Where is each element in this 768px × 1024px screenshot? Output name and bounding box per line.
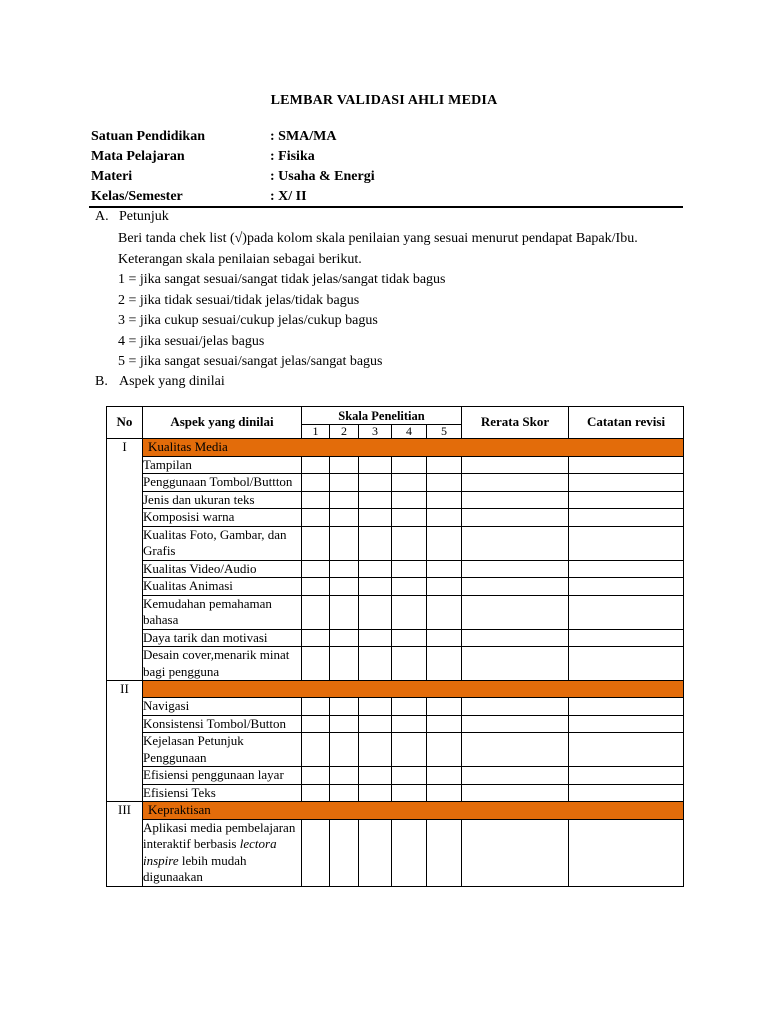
scale-2-header: 2	[330, 425, 359, 439]
aspect-row	[107, 647, 684, 681]
catatan-cell[interactable]	[569, 509, 684, 527]
scale-3-cell[interactable]	[359, 509, 392, 527]
scale-3-cell[interactable]	[359, 526, 392, 560]
group-number: II	[107, 681, 143, 802]
aspect-row	[107, 733, 684, 767]
scale-4-cell[interactable]	[392, 819, 427, 886]
scale-1-cell[interactable]	[302, 698, 330, 716]
scale-3-cell[interactable]	[359, 491, 392, 509]
rerata-cell[interactable]	[462, 647, 569, 681]
aspect-row	[107, 474, 684, 492]
category-row	[107, 439, 684, 457]
scale-5-cell[interactable]	[427, 526, 462, 560]
scale-2-cell[interactable]	[330, 456, 359, 474]
aspect-row	[107, 526, 684, 560]
scale-5-cell[interactable]	[427, 698, 462, 716]
scale-4-cell[interactable]	[392, 578, 427, 596]
rerata-cell[interactable]	[462, 526, 569, 560]
scale-4-cell[interactable]	[392, 526, 427, 560]
scale-4-header: 4	[392, 425, 427, 439]
scale-2-cell[interactable]	[330, 560, 359, 578]
category-label: Kepraktisan	[143, 802, 684, 820]
aspect-row	[107, 698, 684, 716]
instruction-line: 5 = jika sangat sesuai/sangat jelas/sangat bagus	[118, 354, 383, 369]
catatan-cell[interactable]	[569, 733, 684, 767]
scale-1-cell[interactable]	[302, 526, 330, 560]
scale-3-cell[interactable]	[359, 456, 392, 474]
scale-2-cell[interactable]	[330, 647, 359, 681]
scale-2-cell[interactable]	[330, 509, 359, 527]
scale-4-cell[interactable]	[392, 647, 427, 681]
scale-4-cell[interactable]	[392, 595, 427, 629]
rerata-cell[interactable]	[462, 578, 569, 596]
scale-5-cell[interactable]	[427, 474, 462, 492]
scale-1-cell[interactable]	[302, 578, 330, 596]
aspect-label: Desain cover,menarik minat bagi pengguna	[143, 647, 302, 681]
scale-5-header: 5	[427, 425, 462, 439]
scale-4-cell[interactable]	[392, 456, 427, 474]
catatan-cell[interactable]	[569, 784, 684, 802]
scale-2-cell[interactable]	[330, 474, 359, 492]
aspect-label: Daya tarik dan motivasi	[143, 629, 302, 647]
scale-3-cell[interactable]	[359, 647, 392, 681]
header-skala: Skala Penelitian	[302, 407, 462, 425]
aspect-label: Efisiensi penggunaan layar	[143, 767, 302, 785]
scale-5-cell[interactable]	[427, 767, 462, 785]
rerata-cell[interactable]	[462, 715, 569, 733]
scale-1-cell[interactable]	[302, 560, 330, 578]
aspect-label: Aplikasi media pembelajaran interaktif berbasis lectora inspire lebih mudah digunaakan	[143, 819, 302, 886]
italic-term: lectora inspire	[143, 836, 277, 868]
scale-5-cell[interactable]	[427, 715, 462, 733]
aspect-label: Penggunaan Tombol/Buttton	[143, 474, 302, 492]
identity-value: : SMA/MA	[270, 129, 337, 144]
rerata-cell[interactable]	[462, 784, 569, 802]
aspect-label: Efisiensi Teks	[143, 784, 302, 802]
scale-3-cell[interactable]	[359, 578, 392, 596]
scale-2-cell[interactable]	[330, 578, 359, 596]
catatan-cell[interactable]	[569, 715, 684, 733]
scale-4-cell[interactable]	[392, 733, 427, 767]
scale-3-cell[interactable]	[359, 733, 392, 767]
aspect-label: Konsistensi Tombol/Button	[143, 715, 302, 733]
aspect-label: Tampilan	[143, 456, 302, 474]
scale-2-cell[interactable]	[330, 526, 359, 560]
scale-3-cell[interactable]	[359, 560, 392, 578]
scale-3-cell[interactable]	[359, 629, 392, 647]
catatan-cell[interactable]	[569, 698, 684, 716]
aspect-label: Kualitas Animasi	[143, 578, 302, 596]
catatan-cell[interactable]	[569, 647, 684, 681]
scale-2-cell[interactable]	[330, 629, 359, 647]
assessment-table	[106, 406, 684, 887]
scale-2-cell[interactable]	[330, 595, 359, 629]
scale-1-cell[interactable]	[302, 733, 330, 767]
rerata-cell[interactable]	[462, 456, 569, 474]
scale-3-cell[interactable]	[359, 767, 392, 785]
rerata-cell[interactable]	[462, 509, 569, 527]
aspect-row	[107, 715, 684, 733]
scale-1-cell[interactable]	[302, 491, 330, 509]
scale-4-cell[interactable]	[392, 560, 427, 578]
scale-1-cell[interactable]	[302, 474, 330, 492]
scale-5-cell[interactable]	[427, 819, 462, 886]
category-row	[107, 681, 684, 698]
catatan-cell[interactable]	[569, 491, 684, 509]
identity-value: : Fisika	[270, 149, 315, 164]
catatan-cell[interactable]	[569, 767, 684, 785]
category-row	[107, 802, 684, 820]
instruction-line: Keterangan skala penilaian sebagai berikut.	[118, 251, 362, 267]
header-catatan: Catatan revisi	[569, 407, 684, 439]
scale-4-cell[interactable]	[392, 509, 427, 527]
scale-3-cell[interactable]	[359, 595, 392, 629]
scale-2-cell[interactable]	[330, 733, 359, 767]
rerata-cell[interactable]	[462, 560, 569, 578]
rerata-cell[interactable]	[462, 698, 569, 716]
scale-5-cell[interactable]	[427, 491, 462, 509]
section-a-mark: A.	[95, 209, 109, 224]
rerata-cell[interactable]	[462, 491, 569, 509]
scale-3-header: 3	[359, 425, 392, 439]
catatan-cell[interactable]	[569, 560, 684, 578]
aspect-row	[107, 509, 684, 527]
aspect-row	[107, 491, 684, 509]
scale-4-cell[interactable]	[392, 698, 427, 716]
catatan-cell[interactable]	[569, 474, 684, 492]
category-label: Kualitas Media	[143, 439, 684, 457]
group-number: I	[107, 439, 143, 681]
aspect-label: Kemudahan pemahaman bahasa	[143, 595, 302, 629]
catatan-cell[interactable]	[569, 578, 684, 596]
scale-2-cell[interactable]	[330, 491, 359, 509]
catatan-cell[interactable]	[569, 819, 684, 886]
aspect-row	[107, 456, 684, 474]
header-divider	[89, 206, 683, 208]
instruction-line: 2 = jika tidak sesuai/tidak jelas/tidak bagus	[118, 292, 360, 308]
scale-2-cell[interactable]	[330, 767, 359, 785]
instruction-line: 3 = jika cukup sesuai/cukup jelas/cukup bagus	[118, 313, 378, 328]
aspect-row	[107, 819, 684, 886]
table-body	[107, 439, 684, 887]
scale-3-cell[interactable]	[359, 715, 392, 733]
scale-4-cell[interactable]	[392, 715, 427, 733]
identity-value: : Usaha & Energi	[270, 169, 375, 184]
document-title: LEMBAR VALIDASI AHLI MEDIA	[270, 93, 498, 108]
catatan-cell[interactable]	[569, 526, 684, 560]
aspect-label: Navigasi	[143, 698, 302, 716]
scale-4-cell[interactable]	[392, 491, 427, 509]
aspect-row	[107, 784, 684, 802]
scale-5-cell[interactable]	[427, 509, 462, 527]
catatan-cell[interactable]	[569, 456, 684, 474]
scale-3-cell[interactable]	[359, 784, 392, 802]
aspect-row	[107, 767, 684, 785]
scale-4-cell[interactable]	[392, 474, 427, 492]
aspect-row	[107, 578, 684, 596]
group-number: III	[107, 802, 143, 887]
scale-5-cell[interactable]	[427, 784, 462, 802]
rerata-cell[interactable]	[462, 767, 569, 785]
identity-label: Materi	[91, 169, 133, 184]
scale-5-cell[interactable]	[427, 733, 462, 767]
rerata-cell[interactable]	[462, 595, 569, 629]
identity-label: Kelas/Semester	[91, 189, 183, 204]
instruction-line: Beri tanda chek list (√)pada kolom skala penilaian yang sesuai menurut pendapat Bapak/Ibu.	[118, 231, 638, 246]
scale-1-header: 1	[302, 425, 330, 439]
section-a-title: Petunjuk	[119, 209, 169, 224]
catatan-cell[interactable]	[569, 629, 684, 647]
scale-1-cell[interactable]	[302, 819, 330, 886]
scale-5-cell[interactable]	[427, 647, 462, 681]
catatan-cell[interactable]	[569, 595, 684, 629]
scale-1-cell[interactable]	[302, 509, 330, 527]
aspect-label: Kejelasan Petunjuk Penggunaan	[143, 733, 302, 767]
aspect-label: Jenis dan ukuran teks	[143, 491, 302, 509]
aspect-label: Kualitas Video/Audio	[143, 560, 302, 578]
header-rerata: Rerata Skor	[462, 407, 569, 439]
scale-2-cell[interactable]	[330, 698, 359, 716]
identity-label: Satuan Pendidikan	[91, 129, 205, 144]
identity-label: Mata Pelajaran	[91, 149, 185, 164]
scale-2-cell[interactable]	[330, 715, 359, 733]
scale-5-cell[interactable]	[427, 560, 462, 578]
scale-1-cell[interactable]	[302, 629, 330, 647]
scale-5-cell[interactable]	[427, 578, 462, 596]
identity-value: : X/ II	[270, 189, 307, 204]
aspect-label: Kualitas Foto, Gambar, dan Grafis	[143, 526, 302, 560]
scale-1-cell[interactable]	[302, 595, 330, 629]
rerata-cell[interactable]	[462, 474, 569, 492]
instruction-line: 4 = jika sesuai/jelas bagus	[118, 333, 265, 349]
scale-5-cell[interactable]	[427, 629, 462, 647]
instruction-list	[118, 229, 638, 373]
scale-4-cell[interactable]	[392, 767, 427, 785]
aspect-row	[107, 629, 684, 647]
scale-1-cell[interactable]	[302, 456, 330, 474]
scale-5-cell[interactable]	[427, 595, 462, 629]
rerata-cell[interactable]	[462, 733, 569, 767]
section-b-mark: B.	[95, 374, 108, 389]
scale-1-cell[interactable]	[302, 715, 330, 733]
scale-3-cell[interactable]	[359, 819, 392, 886]
header-no: No	[107, 407, 143, 439]
category-label	[143, 681, 684, 698]
rerata-cell[interactable]	[462, 819, 569, 886]
aspect-label: Komposisi warna	[143, 509, 302, 527]
section-b-title: Aspek yang dinilai	[119, 374, 225, 389]
scale-2-cell[interactable]	[330, 819, 359, 886]
instruction-line: 1 = jika sangat sesuai/sangat tidak jelas/sangat tidak bagus	[118, 272, 446, 287]
aspect-row	[107, 560, 684, 578]
scale-2-cell[interactable]	[330, 784, 359, 802]
scale-4-cell[interactable]	[392, 629, 427, 647]
scale-1-cell[interactable]	[302, 647, 330, 681]
scale-1-cell[interactable]	[302, 784, 330, 802]
aspect-row	[107, 595, 684, 629]
scale-1-cell[interactable]	[302, 767, 330, 785]
scale-3-cell[interactable]	[359, 698, 392, 716]
header-aspek: Aspek yang dinilai	[143, 407, 302, 439]
scale-4-cell[interactable]	[392, 784, 427, 802]
scale-3-cell[interactable]	[359, 474, 392, 492]
rerata-cell[interactable]	[462, 629, 569, 647]
scale-5-cell[interactable]	[427, 456, 462, 474]
